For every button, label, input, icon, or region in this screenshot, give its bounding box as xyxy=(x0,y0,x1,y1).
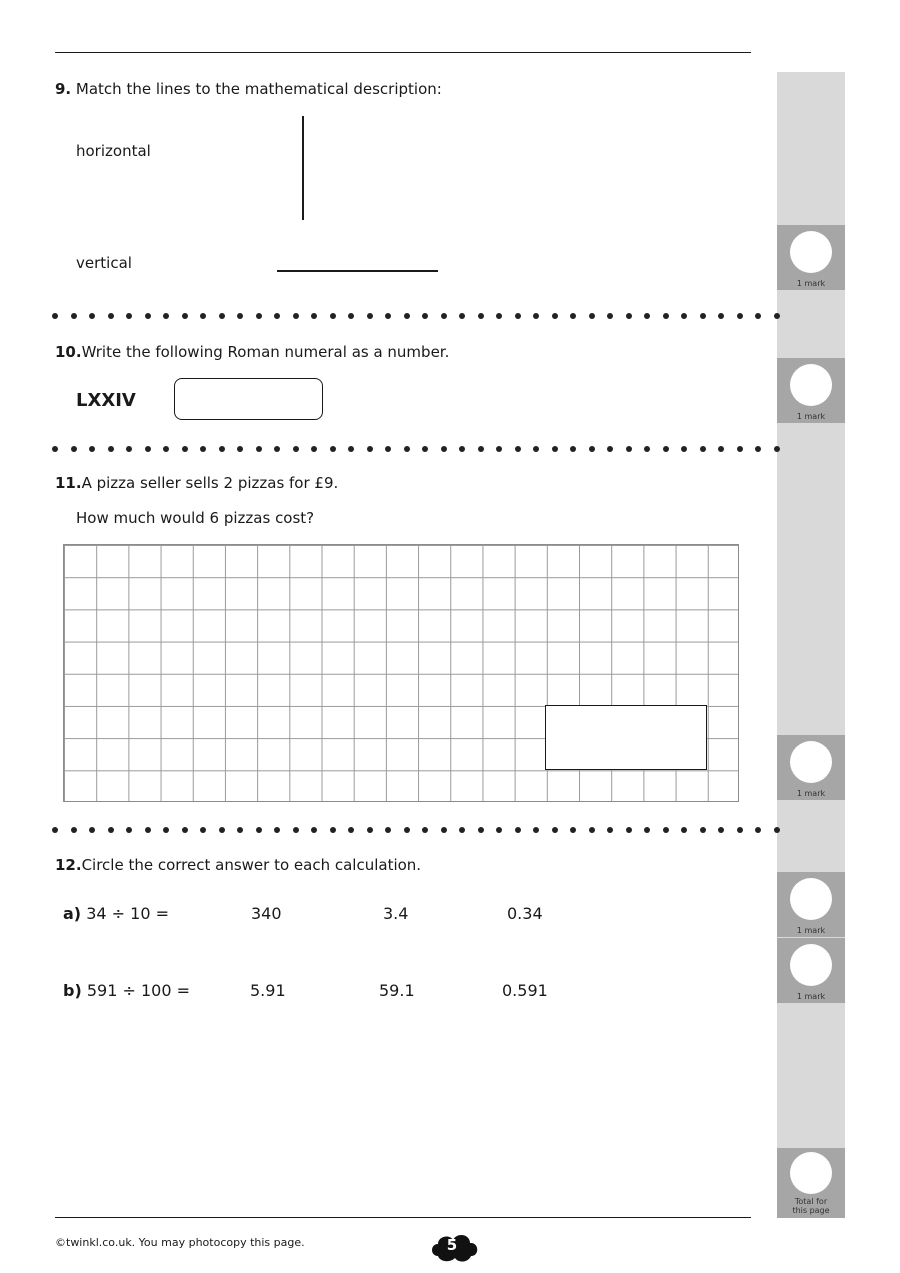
separator-dot xyxy=(404,446,410,452)
separator-dot xyxy=(108,313,114,319)
q12b-choice-2[interactable]: 59.1 xyxy=(379,981,415,1000)
separator-dot xyxy=(71,827,77,833)
separator-dot xyxy=(644,313,650,319)
separator-dot xyxy=(293,827,299,833)
separator-dot xyxy=(200,313,206,319)
separator-dot xyxy=(681,313,687,319)
separator-dot xyxy=(478,827,484,833)
separator-dot xyxy=(552,827,558,833)
separator-dot xyxy=(441,827,447,833)
separator-dot xyxy=(126,313,132,319)
separator-dot xyxy=(718,446,724,452)
separator-dot xyxy=(496,313,502,319)
separator-dot xyxy=(52,446,58,452)
separator-dot xyxy=(348,313,354,319)
separator-dot xyxy=(737,827,743,833)
separator-dot xyxy=(274,446,280,452)
separator-dot xyxy=(422,446,428,452)
separator-dot xyxy=(200,827,206,833)
separator-dot xyxy=(755,827,761,833)
separator-dot xyxy=(163,446,169,452)
separator-dot xyxy=(607,827,613,833)
separator-dot xyxy=(774,827,780,833)
separator-dot xyxy=(108,446,114,452)
q9-prompt xyxy=(55,80,442,98)
separator-dot xyxy=(737,313,743,319)
separator-dot xyxy=(367,446,373,452)
separator-dot xyxy=(570,446,576,452)
separator-dot xyxy=(256,446,262,452)
q10-number: 10. xyxy=(55,343,82,361)
separator-dot xyxy=(330,313,336,319)
separator-dot xyxy=(718,313,724,319)
bottom-rule xyxy=(55,1217,751,1218)
separator-dot xyxy=(145,313,151,319)
separator-dot xyxy=(182,827,188,833)
separator-dot xyxy=(311,827,317,833)
separator-dot xyxy=(607,446,613,452)
separator-dot xyxy=(552,313,558,319)
separator-dot xyxy=(533,827,539,833)
separator-dot xyxy=(311,313,317,319)
q12a-expression: 34 ÷ 10 = xyxy=(86,904,169,923)
mark-circle[interactable] xyxy=(790,231,832,273)
separator-dot xyxy=(515,827,521,833)
separator-dot xyxy=(404,827,410,833)
separator-dot xyxy=(589,313,595,319)
separator-dot xyxy=(663,313,669,319)
mark-label: 1 mark xyxy=(796,992,826,1001)
separator-dot xyxy=(570,313,576,319)
separator-dot xyxy=(459,446,465,452)
q12a-choice-3[interactable]: 0.34 xyxy=(507,904,543,923)
q12a-calculation xyxy=(63,904,169,923)
separator-dot xyxy=(496,446,502,452)
copyright-notice: ©twinkl.co.uk. You may photocopy this page. xyxy=(55,1236,305,1249)
total-label: Total for this page xyxy=(792,1197,830,1215)
separator-dot xyxy=(182,446,188,452)
q11-answer-box[interactable] xyxy=(545,705,707,770)
q12b-choice-3[interactable]: 0.591 xyxy=(502,981,548,1000)
separator-dot xyxy=(626,827,632,833)
separator-dot xyxy=(330,446,336,452)
mark-circle[interactable] xyxy=(790,741,832,783)
q11-question: How much would 6 pizzas cost? xyxy=(76,509,315,527)
q9-option-vertical[interactable]: vertical xyxy=(76,254,132,272)
separator-dot xyxy=(533,313,539,319)
separator-dot xyxy=(182,313,188,319)
separator-dot xyxy=(71,313,77,319)
separator-dot xyxy=(256,827,262,833)
separator-dot xyxy=(367,313,373,319)
mark-box-q12a[interactable] xyxy=(777,872,845,937)
separator-dot xyxy=(367,827,373,833)
q10-text: Write the following Roman numeral as a number. xyxy=(81,343,450,361)
dotted-separator xyxy=(52,446,776,452)
separator-dot xyxy=(145,827,151,833)
q12a-label: a) xyxy=(63,904,82,923)
separator-dot xyxy=(589,827,595,833)
separator-dot xyxy=(293,313,299,319)
separator-dot xyxy=(404,313,410,319)
separator-dot xyxy=(274,313,280,319)
roman-numeral: LXXIV xyxy=(76,390,136,411)
mark-label: 1 mark xyxy=(796,789,826,798)
separator-dot xyxy=(237,827,243,833)
q12a-choice-2[interactable]: 3.4 xyxy=(383,904,409,923)
separator-dot xyxy=(52,313,58,319)
q12b-calculation xyxy=(63,981,190,1000)
separator-dot xyxy=(607,313,613,319)
separator-dot xyxy=(533,446,539,452)
separator-dot xyxy=(626,446,632,452)
separator-dot xyxy=(589,446,595,452)
separator-dot xyxy=(385,446,391,452)
q12b-expression: 591 ÷ 100 = xyxy=(86,981,191,1000)
separator-dot xyxy=(126,827,132,833)
separator-dot xyxy=(89,313,95,319)
q11-prompt xyxy=(55,474,338,492)
mark-label: 1 mark xyxy=(796,412,826,421)
page-number: 5 xyxy=(446,1236,458,1254)
separator-dot xyxy=(570,827,576,833)
separator-dot xyxy=(274,827,280,833)
q11-number: 11. xyxy=(55,474,82,492)
q12-text: Circle the correct answer to each calculation. xyxy=(81,856,422,874)
separator-dot xyxy=(89,827,95,833)
vertical-line-figure[interactable] xyxy=(302,116,304,220)
separator-dot xyxy=(515,313,521,319)
mark-box-q12b[interactable] xyxy=(777,938,845,1003)
separator-dot xyxy=(755,446,761,452)
separator-dot xyxy=(126,446,132,452)
separator-dot xyxy=(256,313,262,319)
mark-circle[interactable] xyxy=(790,944,832,986)
separator-dot xyxy=(626,313,632,319)
separator-dot xyxy=(459,827,465,833)
q12b-label: b) xyxy=(63,981,82,1000)
separator-dot xyxy=(200,446,206,452)
separator-dot xyxy=(441,313,447,319)
separator-dot xyxy=(219,313,225,319)
separator-dot xyxy=(681,827,687,833)
q10-prompt xyxy=(55,343,449,361)
separator-dot xyxy=(348,827,354,833)
q12-prompt xyxy=(55,856,421,874)
separator-dot xyxy=(663,446,669,452)
separator-dot xyxy=(755,313,761,319)
separator-dot xyxy=(700,313,706,319)
separator-dot xyxy=(330,827,336,833)
separator-dot xyxy=(663,827,669,833)
mark-label: 1 mark xyxy=(796,279,826,288)
separator-dot xyxy=(422,827,428,833)
separator-dot xyxy=(459,313,465,319)
mark-circle[interactable] xyxy=(790,1152,832,1194)
mark-box-total[interactable] xyxy=(777,1148,845,1218)
separator-dot xyxy=(237,446,243,452)
page-number-badge xyxy=(430,1230,474,1260)
separator-dot xyxy=(237,313,243,319)
separator-dot xyxy=(774,446,780,452)
separator-dot xyxy=(163,313,169,319)
separator-dot xyxy=(700,827,706,833)
separator-dot xyxy=(219,827,225,833)
q12-number: 12. xyxy=(55,856,82,874)
separator-dot xyxy=(348,446,354,452)
separator-dot xyxy=(478,313,484,319)
q10-answer-box[interactable] xyxy=(174,378,323,420)
separator-dot xyxy=(163,827,169,833)
dotted-separator xyxy=(52,827,776,833)
separator-dot xyxy=(385,827,391,833)
dotted-separator xyxy=(52,313,776,319)
separator-dot xyxy=(219,446,225,452)
q9-text: Match the lines to the mathematical description: xyxy=(75,80,442,98)
top-rule xyxy=(55,52,751,53)
q12b-choice-1[interactable]: 5.91 xyxy=(250,981,286,1000)
separator-dot xyxy=(681,446,687,452)
q9-option-horizontal[interactable]: horizontal xyxy=(76,142,151,160)
separator-dot xyxy=(293,446,299,452)
separator-dot xyxy=(422,313,428,319)
separator-dot xyxy=(71,446,77,452)
separator-dot xyxy=(515,446,521,452)
separator-dot xyxy=(700,446,706,452)
separator-dot xyxy=(737,446,743,452)
separator-dot xyxy=(478,446,484,452)
separator-dot xyxy=(496,827,502,833)
separator-dot xyxy=(441,446,447,452)
q12a-choice-1[interactable]: 340 xyxy=(251,904,282,923)
separator-dot xyxy=(644,827,650,833)
mark-box-q11[interactable] xyxy=(777,735,845,800)
q9-number: 9. xyxy=(55,80,72,98)
mark-label: 1 mark xyxy=(796,926,826,935)
mark-box-q9[interactable] xyxy=(777,225,845,290)
separator-dot xyxy=(89,446,95,452)
separator-dot xyxy=(385,313,391,319)
separator-dot xyxy=(52,827,58,833)
mark-box-q10[interactable] xyxy=(777,358,845,423)
separator-dot xyxy=(552,446,558,452)
separator-dot xyxy=(718,827,724,833)
separator-dot xyxy=(145,446,151,452)
mark-circle[interactable] xyxy=(790,364,832,406)
q11-text: A pizza seller sells 2 pizzas for £9. xyxy=(81,474,339,492)
separator-dot xyxy=(108,827,114,833)
mark-circle[interactable] xyxy=(790,878,832,920)
separator-dot xyxy=(311,446,317,452)
separator-dot xyxy=(644,446,650,452)
separator-dot xyxy=(774,313,780,319)
horizontal-line-figure[interactable] xyxy=(277,270,438,272)
